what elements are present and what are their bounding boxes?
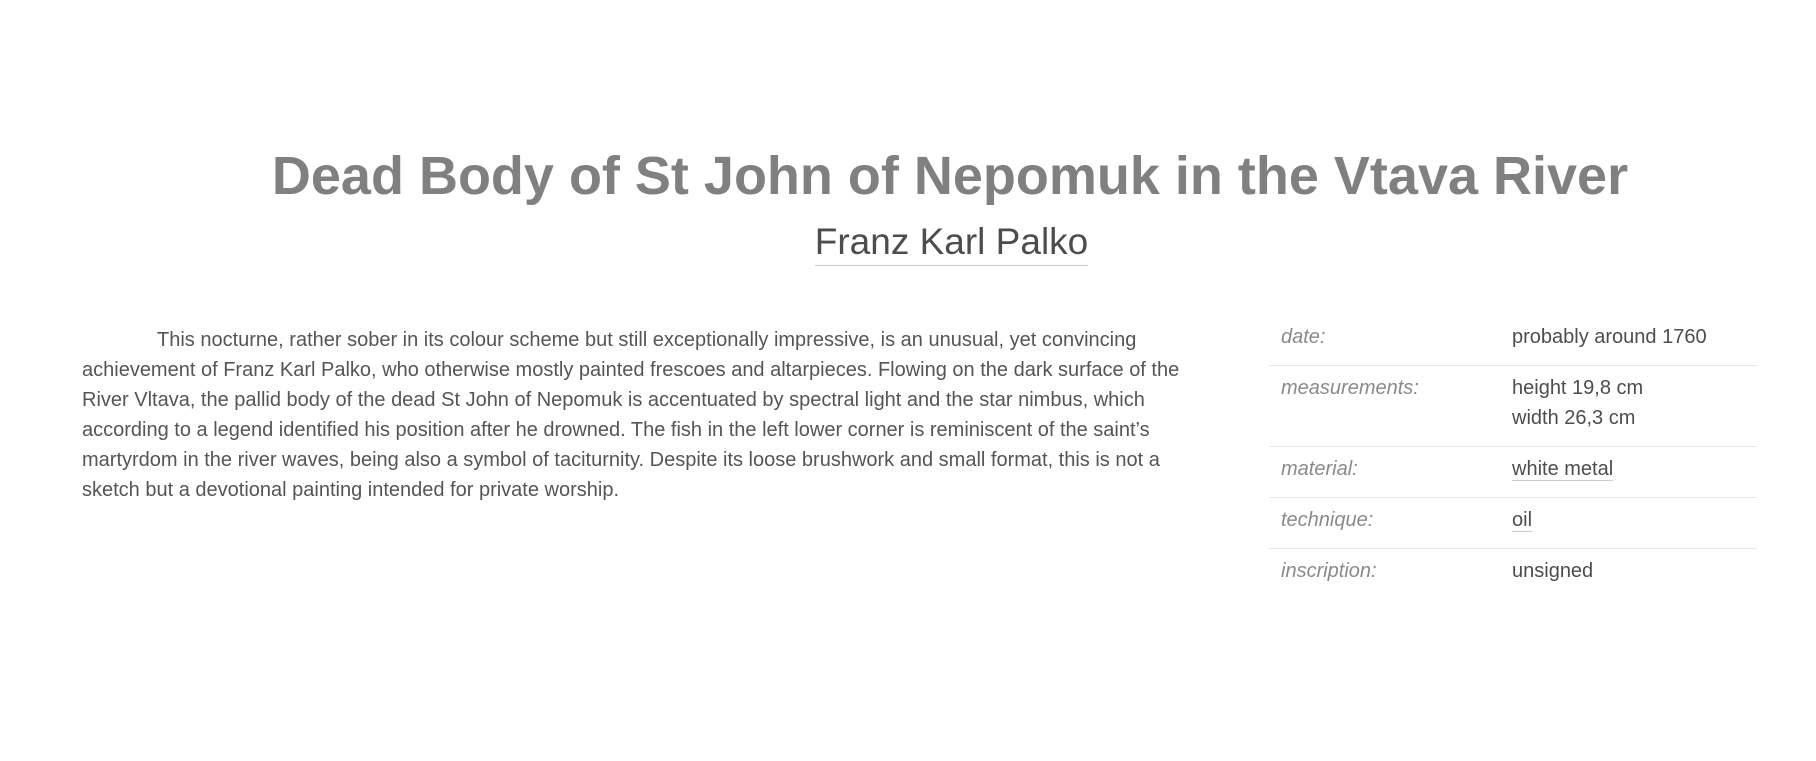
material-link[interactable]: white metal [1512,458,1614,480]
measurement-width: width 26,3 cm [1512,407,1636,429]
author-container [0,220,1816,266]
inscription-value: unsigned [1512,560,1594,582]
inscription-label: inscription: [1281,560,1377,582]
measurement-height: height 19,8 cm [1512,377,1644,399]
technique-label: technique: [1281,509,1374,531]
details-table [1269,315,1757,599]
material-label: material: [1281,458,1358,480]
date-value: probably around 1760 [1512,326,1707,348]
artwork-description: This nocturne, rather sober in its colour scheme but still exceptionally impressive, is an unusual, yet convincing achievement of Franz Karl Palko, who otherwise mostly painted frescoes and altarpieces. Flowing on the dark surface of the River Vltava, the pallid body of the dead St John of Nepomuk is accentuated by spectral light and the star nimbus, which according to a legend identified his position after he drowned. The fish in the left lower corner is reminiscent of the saint’s martyrdom in the river waves, being also a symbol of taciturnity. Despite its loose brushwork and small format, this is not a sketch but a devotional painting intended for private worship. [82,329,1180,501]
date-label: date: [1281,326,1326,348]
detail-row-date [1269,315,1757,366]
detail-row-material [1269,447,1757,498]
measurements-value [1512,373,1643,433]
measurements-label: measurements: [1281,377,1419,399]
artwork-title: Dead Body of St John of Nepomuk in the Vtava River [271,146,1629,206]
author-link[interactable]: Franz Karl Palko [815,220,1089,266]
material-value [1512,454,1613,484]
detail-row-inscription [1269,549,1757,599]
technique-link[interactable]: oil [1512,509,1533,531]
detail-row-measurements [1269,366,1757,447]
detail-row-technique [1269,498,1757,549]
technique-value [1512,505,1532,535]
